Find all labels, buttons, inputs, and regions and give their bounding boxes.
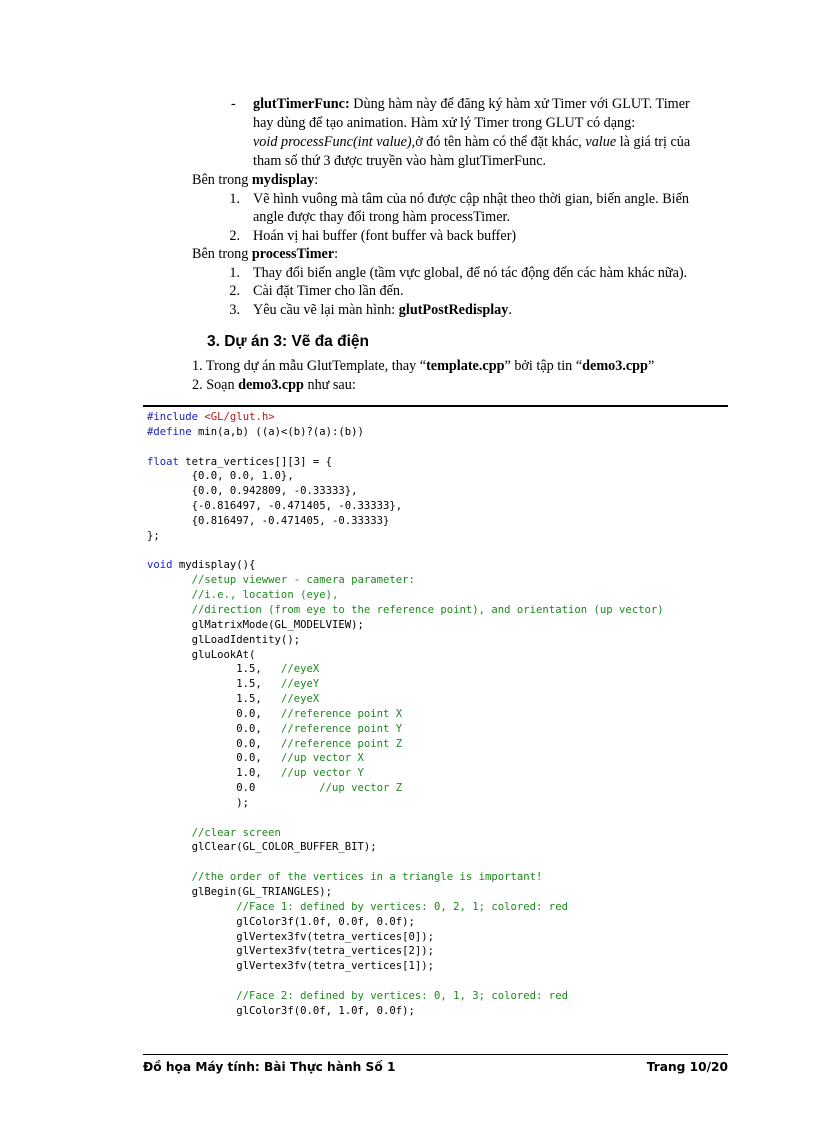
bullet-line-2: hay dùng để tạo animation. Hàm xử lý Timer trong GLUT có dạng: [253, 115, 636, 131]
processtimer-intro: Bên trong processTimer: [192, 246, 339, 262]
mydisplay-intro: Bên trong mydisplay: [192, 172, 319, 188]
section-heading: 3. Dự án 3: Vẽ đa điện [207, 333, 369, 350]
footer-title: Đồ họa Máy tính: Bài Thực hành Số 1 [143, 1060, 396, 1074]
code-listing: #include <GL/glut.h> #define min(a,b) ((a)<(b)?(a):(b)) float tetra_vertices[][3] = { {0.0, 0.0, 1.0}, {0.0, 0.942809, -0.33333}, {-0.816497, -0.471405, -0.33333}, {0.816497, -0.471405, -0.33333} }; void mydisplay(){ //setup viewwer - camera parameter: //i.e., location (eye), //direction (from eye to the reference point), and orientation (up vector) glMatrixMode(GL_MODELVIEW); glLoadIdentity(); gluLookAt( 1.5, //eyeX 1.5, //eyeY 1.5, //eyeX 0.0, //reference point X 0.0, //reference point Y 0.0, //reference point Z 0.0, //up vector X 1.0, //up vector Y 0.0 //up vector Z ); //clear screen glClear(GL_COLOR_BUFFER_BIT); //the order of the vertices in a triangle is important! glBegin(GL_TRIANGLES); //Face 1: defined by vertices: 0, 2, 1; colored: red glColor3f(1.0f, 0.0f, 0.0f); glVertex3fv(tetra_vertices[0]); glVertex3fv(tetra_vertices[2]); glVertex3fv(tetra_vertices[1]); //Face 2: defined by vertices: 0, 1, 3; colored: red glColor3f(0.0f, 1.0f, 0.0f); [147, 411, 664, 1017]
bullet-marker: - [231, 96, 236, 112]
footer-rule [143, 1054, 728, 1055]
step-1: 1. Trong dự án mẫu GlutTemplate, thay “template.cpp” bởi tập tin “demo3.cpp” [192, 358, 655, 374]
bullet-line-3: void processFunc(int value),ở đó tên hàm có thể đặt khác, value là giá trị của [253, 134, 691, 150]
step-2: 2. Soạn demo3.cpp như sau: [192, 377, 356, 393]
bullet-line-1: glutTimerFunc: Dùng hàm này để đăng ký hàm xử Timer với GLUT. Timer [253, 96, 690, 112]
page-number: Trang 10/20 [646, 1060, 728, 1074]
term-gluttimerfunc: glutTimerFunc: [253, 96, 350, 112]
bullet-line-4: tham số thứ 3 được truyền vào hàm glutTimerFunc. [253, 153, 547, 169]
code-top-rule [143, 405, 728, 407]
